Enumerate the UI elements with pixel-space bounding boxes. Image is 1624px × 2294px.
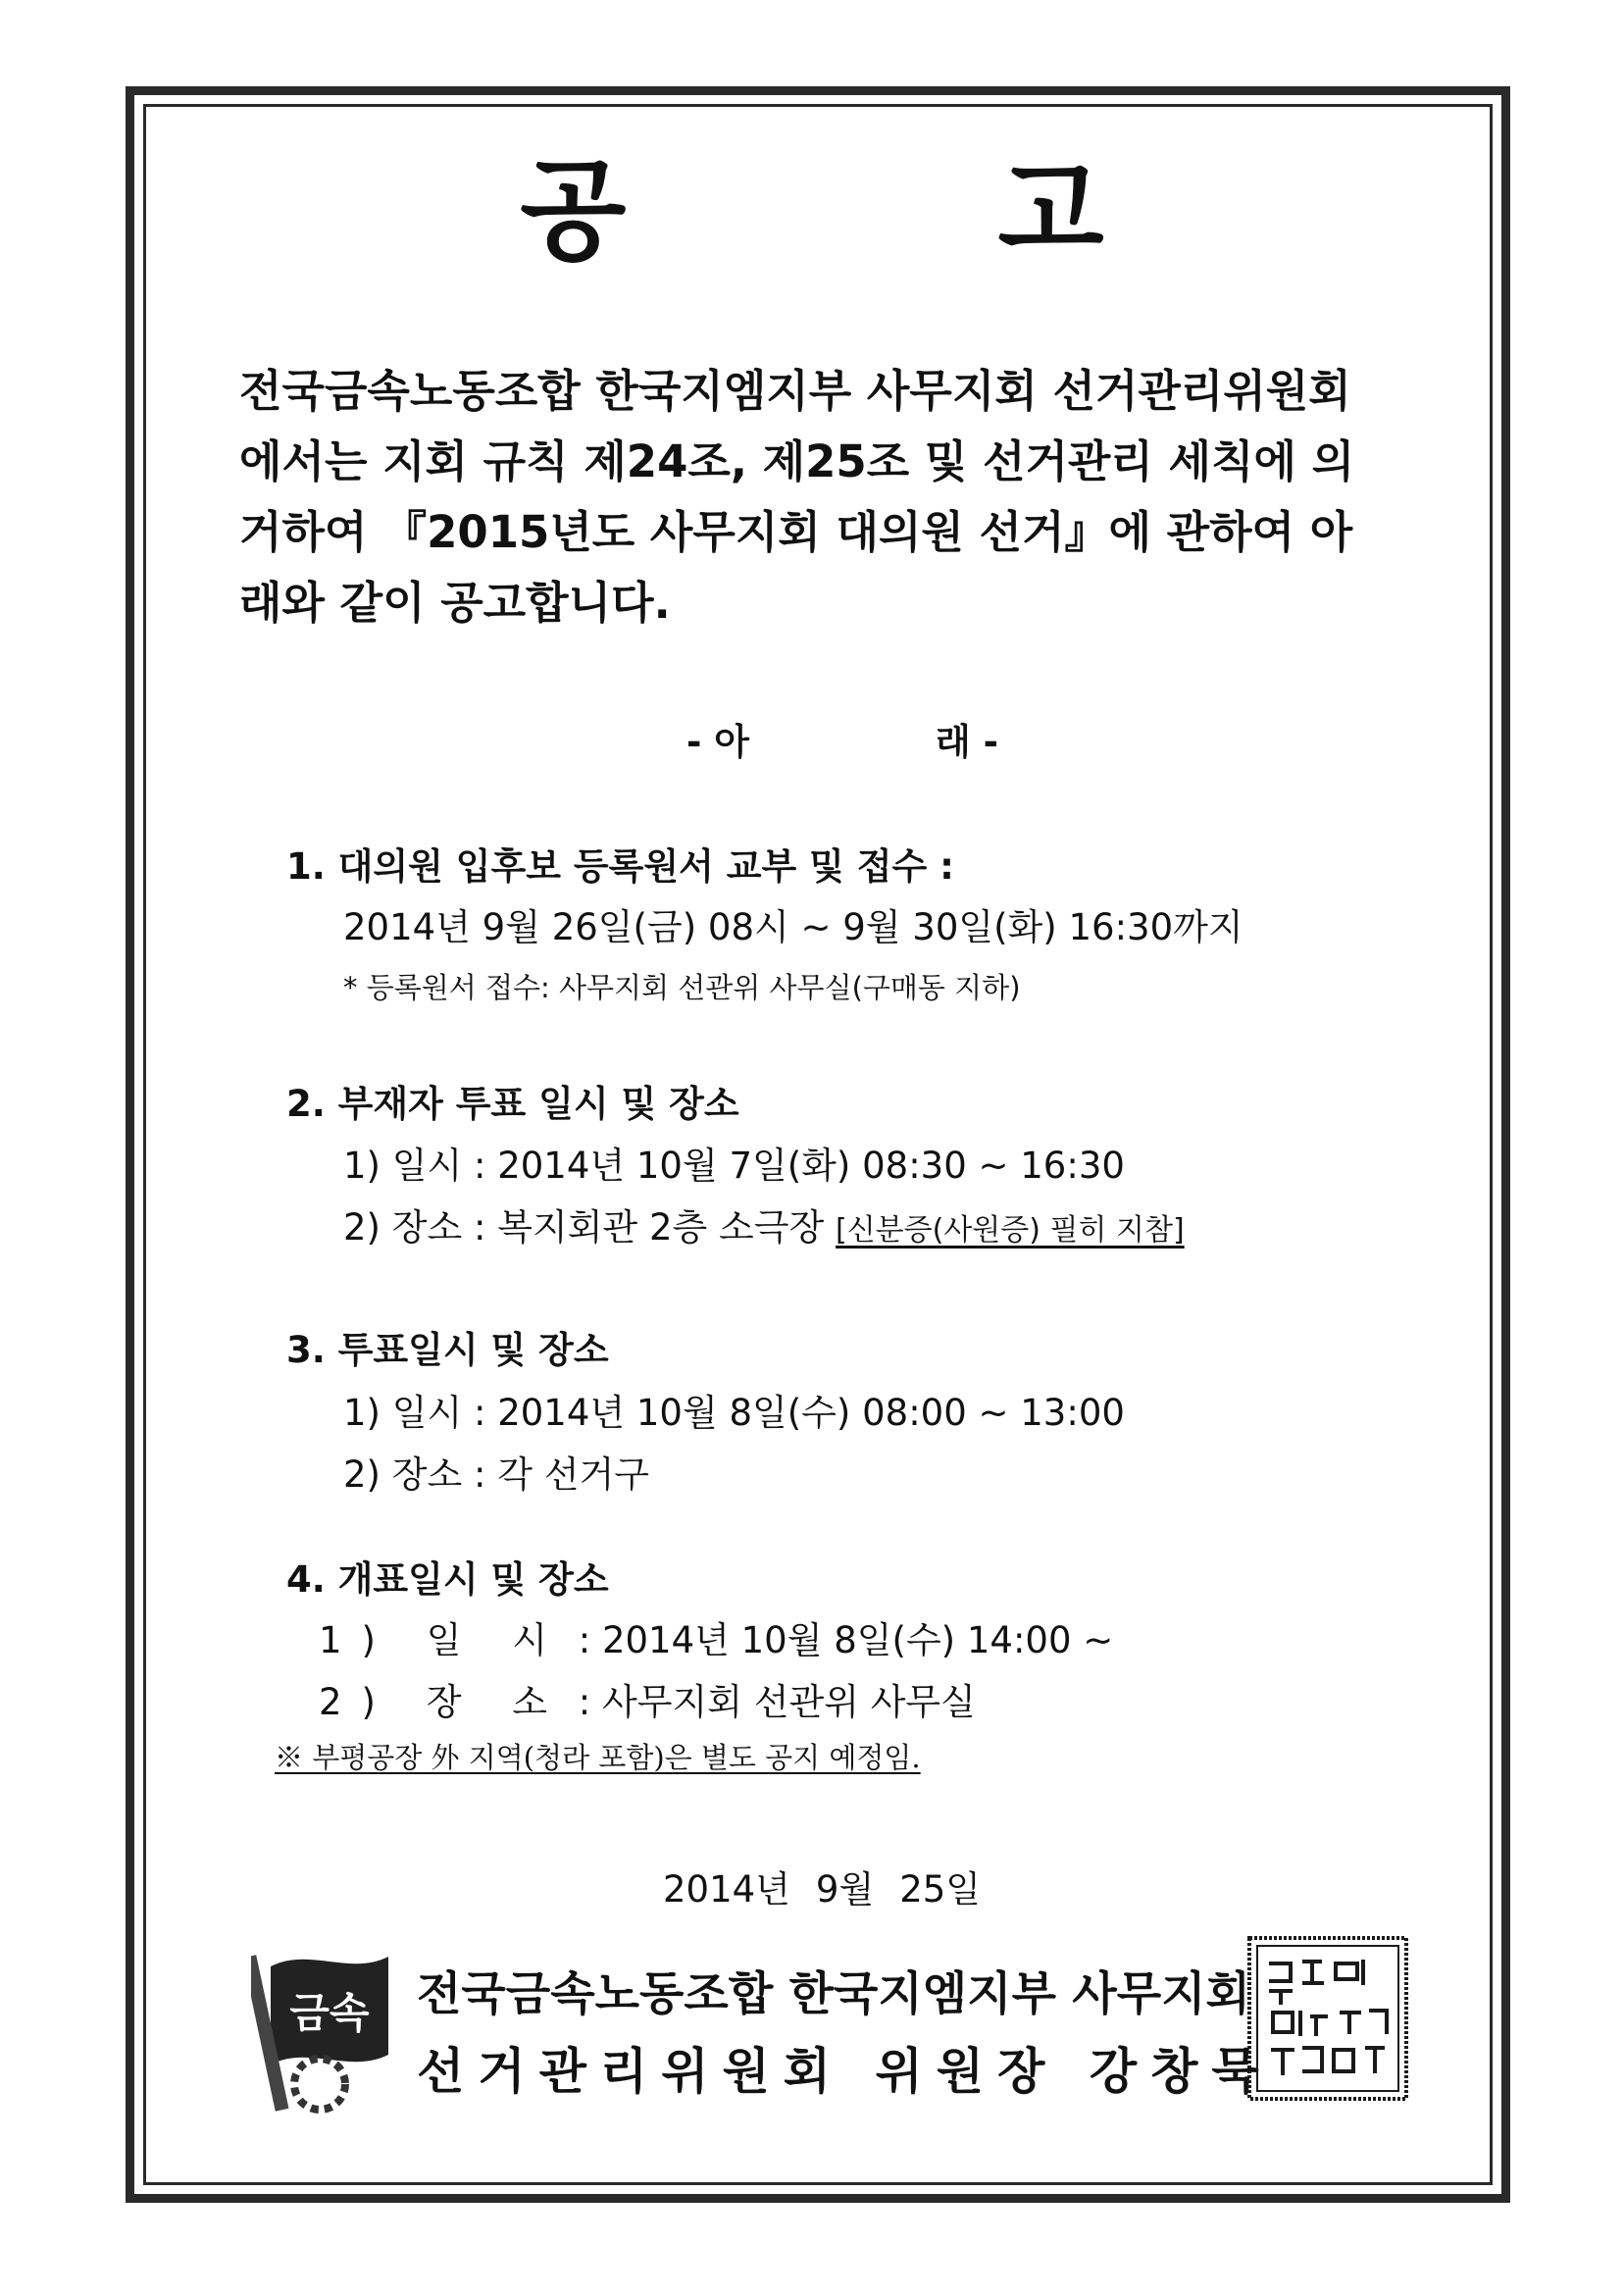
notice-heading-right: 래 - (935, 721, 998, 763)
intro-line-3: 거하여 『2015년도 사무지회 대의원 선거』에 관하여 아 (239, 506, 1353, 558)
issue-date (663, 1860, 981, 1912)
notice-heading (686, 712, 998, 765)
section-2-line-2 (343, 1198, 1185, 1250)
signature-org: 전국금속노동조합 한국지엠지부 사무지회 (417, 1967, 1250, 2021)
section-2-title: 2. 부재자 투표 일시 및 장소 (286, 1083, 739, 1125)
section-4-line-1-value: : 2014년 10월 8일(수) 14:00 ~ (578, 1619, 1114, 1661)
section-3-line-1: 1) 일시 : 2014년 10월 8일(수) 08:00 ~ 13:00 (343, 1392, 1125, 1434)
section-2-id-note: [신분증(사원증) 필히 지참] (835, 1213, 1185, 1248)
section-4-line-2-value: : 사무지회 선관위 사무실 (578, 1681, 976, 1723)
date-day: 25일 (899, 1868, 982, 1911)
section-2-line-2-text: 2) 장소 : 복지회관 2층 소극장 (343, 1206, 825, 1249)
section-4-title: 4. 개표일시 및 장소 (286, 1558, 609, 1601)
section-2-line-1: 1) 일시 : 2014년 10월 7일(화) 08:30 ~ 16:30 (343, 1145, 1125, 1187)
footnote: ※ 부평공장 外 지역(청라 포함)은 별도 공지 예정임. (275, 1741, 921, 1774)
section-4-line-2-label: 2) 장 소 (319, 1681, 567, 1723)
logo-text: 금속 (289, 1989, 370, 2037)
signature-title: 선거관리위원회 위원장 강창묵 (417, 2043, 1273, 2100)
section-4-line-1 (319, 1610, 1113, 1663)
date-year: 2014년 (663, 1868, 790, 1911)
section-3-line-2: 2) 장소 : 각 선거구 (343, 1453, 649, 1496)
section-4-line-1-label: 1) 일 시 (319, 1619, 567, 1661)
section-1-title: 1. 대의원 입후보 등록원서 교부 및 접수 : (286, 845, 954, 888)
section-4-line-2 (319, 1672, 976, 1725)
official-seal-icon (1245, 1934, 1410, 2103)
date-month: 9월 (815, 1868, 875, 1911)
intro-line-2: 에서는 지회 규칙 제24조, 제25조 및 선거관리 세칙에 의 (239, 435, 1355, 487)
notice-heading-left: - 아 (686, 721, 749, 763)
section-1-line-1: 2014년 9월 26일(금) 08시 ~ 9월 30일(화) 16:30까지 (343, 906, 1243, 948)
section-1-note: * 등록원서 접수: 사무지회 선관위 사무실(구매동 지하) (343, 971, 1021, 1004)
intro-line-1: 전국금속노동조합 한국지엠지부 사무지회 선거관리위원회 (239, 365, 1351, 417)
page-title: 공 고 (520, 148, 1271, 276)
intro-line-4: 래와 같이 공고합니다. (239, 577, 671, 629)
union-logo-icon (251, 1937, 398, 2114)
section-3-title: 3. 투표일시 및 장소 (286, 1329, 609, 1371)
